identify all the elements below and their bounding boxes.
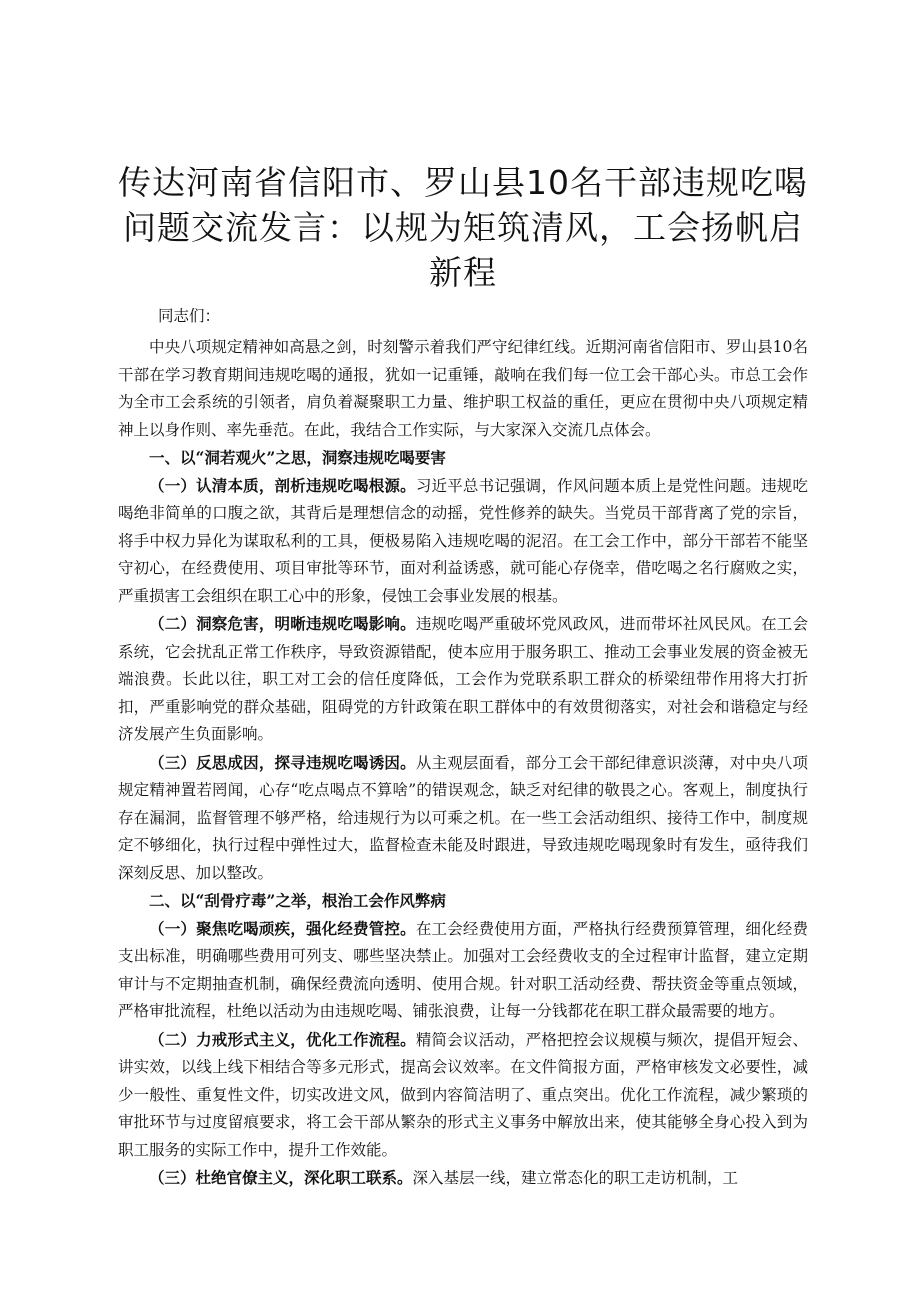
paragraph-text: 在工会经费使用方面，严格执行经费预算管理，细化经费支出标准，明确哪些费用可列支、哪些坚决禁止。加强对工会经费收支的全过程审计监督，建立定期审计与不定期抽查机制，确保经费流向透明、使用合规。针对职工活动经费、帮扶资金等重点领域，严格审批流程，杜绝以活动为由违规吃喝、铺张浪费，让每一分钱都花在职工群众最需要的地方。 — [118, 919, 808, 1020]
body-paragraph — [118, 1026, 808, 1165]
paragraph-text: 习近平总书记强调，作风问题本质上是党性问题。违规吃喝绝非简单的口腹之欲，其背后是理想信念的动摇，党性修养的缺失。当党员干部背离了党的宗旨，将手中权力异化为谋取私利的工具，便极易陷入违规吃喝的泥沼。在工会工作中，部分干部若不能坚守初心，在经费使用、项目审批等环节，面对利益诱惑，就可能心存侥幸，借吃喝之名行腐败之实，严重损害工会组织在职工心中的形象，侵蚀工会事业发展的根基。 — [118, 476, 808, 605]
paragraph-text: 从主观层面看，部分工会干部纪律意识淡薄，对中央八项规定精神置若罔闻，心存“吃点喝点不算啥”的错误观念，缺乏对纪律的敬畏之心。客观上，制度执行存在漏洞，监督管理不够严格，给违规行为以可乘之机。在一些工会活动组织、接待工作中，制度规定不够细化，执行过程中弹性过大，监督检查未能及时跟进，导致违规吃喝现象时有发生，亟待我们深刻反思、加以整改。 — [118, 753, 808, 882]
paragraph-text: 精简会议活动，严格把控会议规模与频次，提倡开短会、讲实效，以线上线下相结合等多元形式，提高会议效率。在文件简报方面，严格审核发文必要性，减少一般性、重复性文件，切实改进文风，做到内容简洁明了、重点突出。优化工作流程，减少繁琐的审批环节与过度留痕要求，将工会干部从繁杂的形式主义事务中解放出来，使其能够全身心投入到为职工服务的实际工作中，提升工作效能。 — [118, 1030, 808, 1159]
paragraph-lead: （三）反思成因，探寻违规吃喝诱因。 — [149, 752, 416, 772]
body-paragraph — [118, 472, 808, 611]
body-paragraph — [118, 915, 808, 1026]
paragraph-text: 违规吃喝严重破坏党风政风，进而带坏社风民风。在工会系统，它会扰乱正常工作秩序，导致资源错配，使本应用于服务职工、推动工会事业发展的资金被无端浪费。长此以往，职工对工会的信任度降低，工会作为党联系职工群众的桥梁纽带作用将大打折扣，严重影响党的群众基础，阻碍党的方针政策在职工群体中的有效贯彻落实，对社会和谐稳定与经济发展产生负面影响。 — [118, 615, 808, 743]
paragraph-lead: （二）力戒形式主义，优化工作流程。 — [149, 1029, 416, 1049]
paragraph-lead: （一）认清本质，剖析违规吃喝根源。 — [149, 475, 416, 495]
paragraph-lead: （二）洞察危害，明晰违规吃喝影响。 — [149, 614, 416, 633]
document-page — [118, 160, 808, 1193]
paragraph-lead: （一）聚焦吃喝顽疾，强化经费管控。 — [149, 918, 416, 938]
document-title: 传达河南省信阳市、罗山县10名干部违规吃喝问题交流发言：以规为矩筑清风，工会扬帆启新程 — [118, 163, 808, 292]
paragraph-text: 深入基层一线，建立常态化的职工走访机制，工 — [412, 1169, 739, 1187]
paragraph-lead: （三）杜绝官僚主义，深化职工联系。 — [149, 1168, 413, 1187]
section-heading: 二、以“刮骨疗毒”之举，根治工会作风弊病 — [149, 891, 446, 910]
body-paragraph — [118, 1164, 808, 1193]
section-heading: 一、以“洞若观火”之思，洞察违规吃喝要害 — [149, 448, 446, 467]
body-paragraph — [118, 749, 808, 888]
salutation: 同志们： — [158, 307, 221, 325]
intro-paragraph: 中央八项规定精神如高悬之剑，时刻警示着我们严守纪律红线。近期河南省信阳市、罗山县10名干部在学习教育期间违规吃喝的通报，犹如一记重锤，敲响在我们每一位工会干部心头。市总工会作为全市工会系统的引领者，肩负着凝聚职工力量、维护职工权益的重任，更应在贯彻中央八项规定精神上以身作则、率先垂范。在此，我结合工作实际，与大家深入交流几点体会。 — [118, 338, 808, 439]
body-paragraph — [118, 610, 808, 749]
